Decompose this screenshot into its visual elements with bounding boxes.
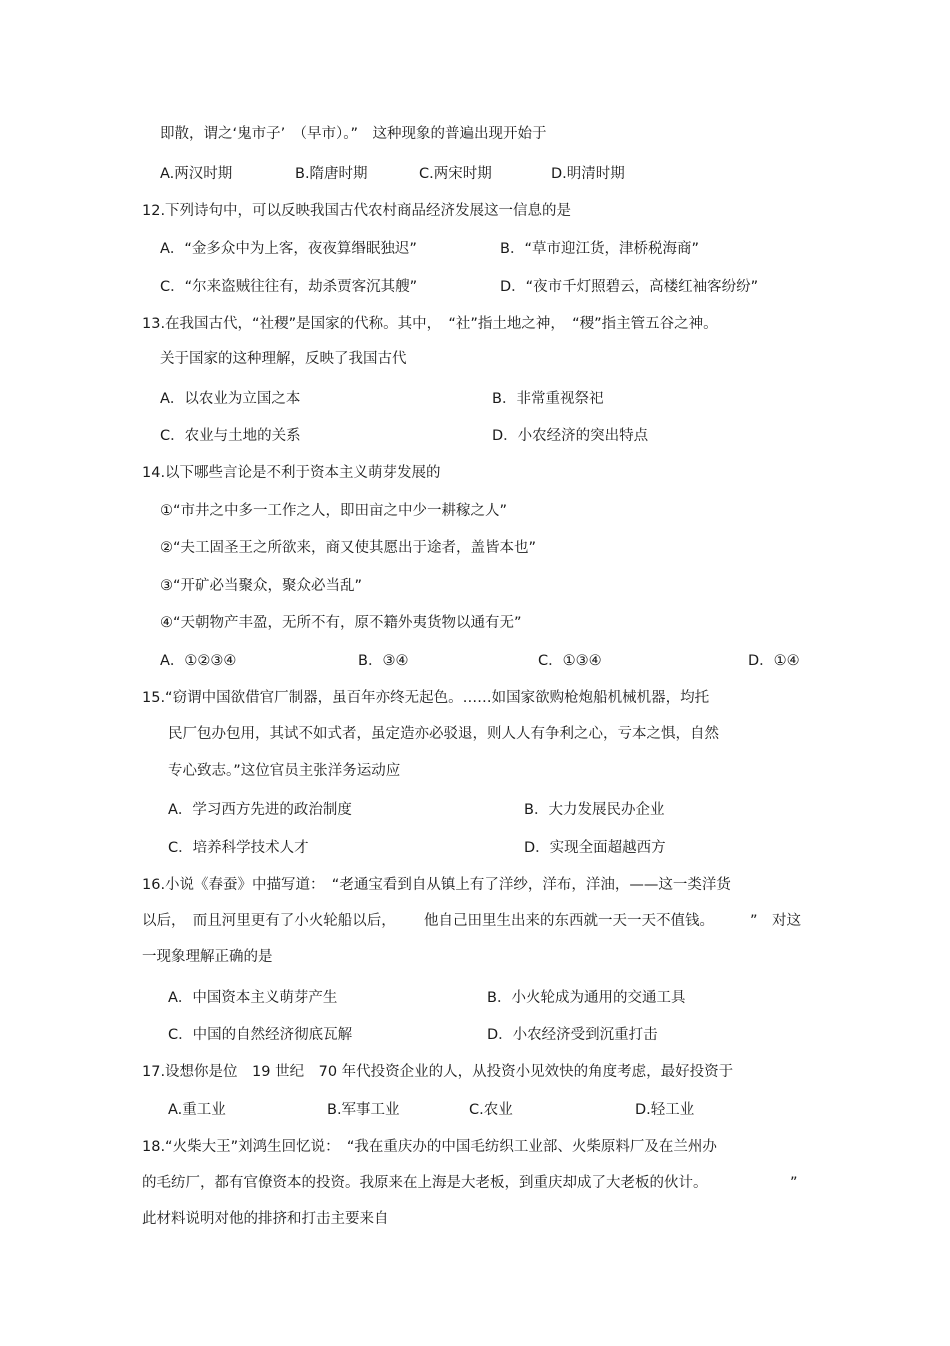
q12-option-c: C．“尔来盗贼往往有，劫杀贾客沉其艘” bbox=[160, 279, 418, 295]
q15-option-a: A．学习西方先进的政治制度 bbox=[168, 802, 352, 818]
q14-item-4: ④“天朝物产丰盈，无所不有，原不籍外夷货物以通有无” bbox=[160, 615, 522, 631]
q12-option-a: A．“金多众中为上客，夜夜算缗眠独迟” bbox=[160, 241, 417, 257]
q16-stem-line2b: 他自己田里生出来的东西就一天一天不值钱。 bbox=[424, 913, 714, 929]
q17-option-b: B.军事工业 bbox=[327, 1102, 400, 1118]
q13-stem-line2: 关于国家的这种理解，反映了我国古代 bbox=[160, 351, 407, 367]
q11-option-d: D.明清时期 bbox=[551, 166, 625, 182]
q18-stem-line2b: ” bbox=[790, 1175, 798, 1191]
q15-stem-line3: 专心致志。”这位官员主张洋务运动应 bbox=[168, 763, 401, 779]
q11-option-c: C.两宋时期 bbox=[419, 166, 492, 182]
q16-stem-line3: 一现象理解正确的是 bbox=[142, 949, 273, 965]
q12-option-b: B．“草市迎江货，津桥税海商” bbox=[500, 241, 699, 257]
q15-option-b: B．大力发展民办企业 bbox=[524, 802, 665, 818]
q14-item-3: ③“开矿必当聚众，聚众必当乱” bbox=[160, 578, 363, 594]
q16-option-b: B．小火轮成为通用的交通工具 bbox=[487, 990, 686, 1006]
q15-option-d: D．实现全面超越西方 bbox=[524, 840, 666, 856]
q14-stem: 14.以下哪些言论是不利于资本主义萌芽发展的 bbox=[142, 465, 441, 481]
q16-stem-line2c: ” 对这 bbox=[750, 913, 802, 929]
q14-option-d: D．①④ bbox=[748, 653, 800, 669]
q17-option-d: D.轻工业 bbox=[635, 1102, 695, 1118]
q15-option-c: C．培养科学技术人才 bbox=[168, 840, 309, 856]
q15-stem-line2: 民厂包办包用，其试不如式者，虽定造亦必驳退，则人人有争利之心，亏本之惧，自然 bbox=[168, 726, 719, 742]
q14-option-c: C．①③④ bbox=[538, 653, 602, 669]
q12-stem: 12.下列诗句中，可以反映我国古代农村商品经济发展这一信息的是 bbox=[142, 203, 572, 219]
q16-stem-line2a: 以后， 而且河里更有了小火轮船以后， bbox=[142, 913, 396, 929]
q13-option-b: B．非常重视祭祀 bbox=[492, 391, 604, 407]
q17-option-c: C.农业 bbox=[469, 1102, 513, 1118]
q12-option-d: D．“夜市千灯照碧云，高楼红袖客纷纷” bbox=[500, 279, 759, 295]
q16-stem-line1: 16.小说《春蚕》中描写道： “老通宝看到自从镇上有了洋纱，洋布，洋油，——这一类洋货 bbox=[142, 877, 731, 893]
q14-option-b: B．③④ bbox=[358, 653, 409, 669]
q15-stem-line1: 15.“窃谓中国欲借官厂制器，虽百年亦终无起色。……如国家欲购枪炮船机械机器，均托 bbox=[142, 690, 710, 706]
q11-option-a: A.两汉时期 bbox=[160, 166, 233, 182]
q13-option-d: D．小农经济的突出特点 bbox=[492, 428, 649, 444]
q17-stem: 17.设想你是位 19 世纪 70 年代投资企业的人，从投资小见效快的角度考虑，最好投资于 bbox=[142, 1064, 734, 1080]
q14-item-1: ①“市井之中多一工作之人，即田亩之中少一耕稼之人” bbox=[160, 503, 508, 519]
q13-option-a: A．以农业为立国之本 bbox=[160, 391, 301, 407]
q17-option-a: A.重工业 bbox=[168, 1102, 226, 1118]
q16-option-c: C．中国的自然经济彻底瓦解 bbox=[168, 1027, 353, 1043]
q14-item-2: ②“夫工固圣王之所欲来，商又使其愿出于途者，盖皆本也” bbox=[160, 540, 537, 556]
q18-stem-line3: 此材料说明对他的排挤和打击主要来自 bbox=[142, 1211, 389, 1227]
q16-option-a: A．中国资本主义萌芽产生 bbox=[168, 990, 338, 1006]
q16-option-d: D．小农经济受到沉重打击 bbox=[487, 1027, 658, 1043]
q18-stem-line2a: 的毛纺厂，都有官僚资本的投资。我原来在上海是大老板，到重庆却成了大老板的伙计。 bbox=[142, 1175, 708, 1191]
q11-option-b: B.隋唐时期 bbox=[295, 166, 368, 182]
q13-stem-line1: 13.在我国古代，“社稷”是国家的代称。其中， “社”指土地之神， “稷”指主管五谷之神。 bbox=[142, 316, 718, 332]
q18-stem-line1: 18.“火柴大王”刘鸿生回忆说： “我在重庆办的中国毛纺织工业部、火柴原料厂及在兰州办 bbox=[142, 1139, 717, 1155]
q14-option-a: A．①②③④ bbox=[160, 653, 237, 669]
q13-option-c: C．农业与土地的关系 bbox=[160, 428, 301, 444]
q11-stem-continuation: 即散，谓之‘鬼市子’ （早市）。” 这种现象的普遍出现开始于 bbox=[160, 126, 547, 142]
